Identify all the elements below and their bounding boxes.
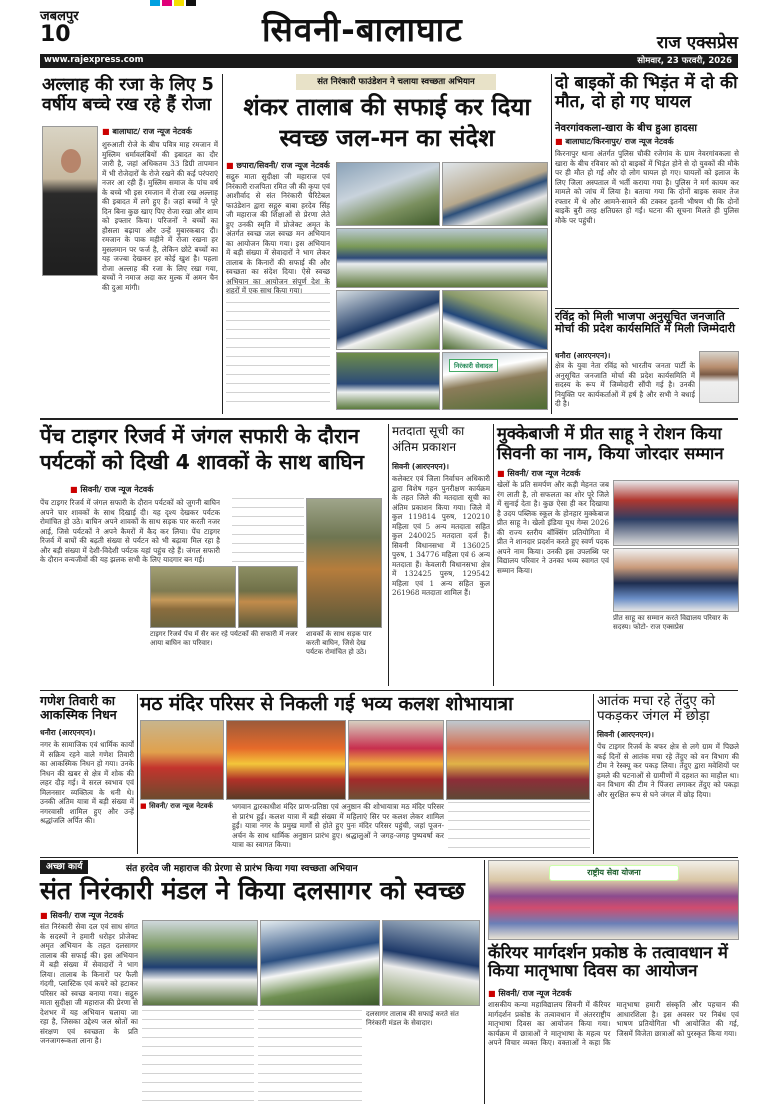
article-kalash-body-col2 (448, 802, 590, 852)
section-rule (555, 308, 739, 309)
nirankari-caption: दलसागर तालाब की सफाई करते संत निरंकारी मंडल के सेवादार। (366, 1010, 459, 1027)
article-roza-byline: ■ बालाघाट/ राज न्यूज नेटवर्क (102, 127, 192, 136)
shankar-photo-6 (336, 352, 440, 410)
shankar-photo-banner: निरंकारी सेवादल (449, 359, 498, 372)
article-pench-headline: पेंच टाइगर रिजर्व में जंगल सफारी के दौरान पर्यटकों को दिखी 4 शावकों के साथ बाघिन (40, 424, 364, 474)
article-career-headline: कॅरियर मार्गदर्शन प्रकोष्ठ के तत्वावधान में किया मातृभाषा दिवस का आयोजन (488, 943, 728, 981)
section-title: सिवनी-बालाघाट (262, 10, 463, 49)
kalash-photo-3 (348, 720, 444, 800)
article-shankar-body: सद्गुरु माता सुदीक्षा जी महाराज एवं निरंकारी राजपिता रमित जी की कृपा एवं आशीर्वाद से संत निरंकारी चैरिटेबल फाउंडेशन द्वारा सद्गुरु बाबा हरदेव सिंह जी महाराज की शिक्षाओं से प्रेरणा लेते हुए उनकी स्मृति में प्रोजेक्ट अमृत के अंतर्गत स्वच्छ जल स्वच्छ मन अभियान का आयोजन किया गया। इस अभियान में बड़ी संख्या में सेवादारों ने भाग लेकर तालाब के किनारों की सफाई की और स्वच्छता का संदेश दिया। ऐसे स्वच्छ अभियान का आयोजन संपूर्ण देश के शहरों में एक साथ किया गया। (226, 172, 330, 295)
article-kalash-headline: मठ मंदिर परिसर से निकली गई भव्य कलश शोभायात्रा (140, 693, 514, 715)
newspaper-name: राज एक्सप्रेस (656, 33, 738, 53)
shankar-photo-5 (442, 290, 548, 350)
article-nirankari-body: संत निरंकारी सेवा दल एवं साध संगत के सदस्यों ने हमारी धरोहर प्रोजेक्ट अमृत अभियान के तहत दलसागर तालाब की सफाई की। इस अभियान में बड़ी संख्या में सेवादारों ने भाग लिया। तालाब के किनारों पर फैली गंदगी, प्लास्टिक एवं कचरे को हटाकर परिसर को स्वच्छ बनाया गया। सद्गुरु माता सुदीक्षा जी महाराज की प्रेरणा से देशभर में यह अभियान चलाया जा रहा है, जिसका उद्देश्य जल स्रोतों का संरक्षण एवं स्वच्छता के प्रति जनजागरूकता लाना है। (40, 922, 138, 1045)
article-ganesh-byline: धनौरा (आरएनएन)। (40, 728, 96, 737)
article-voter-headline: मतदाता सूची का अंतिम प्रकाशन (392, 424, 465, 454)
pench-caption-left: टाइगर रिजर्व पेंच में सैर कर रहे पर्यटकों की सफारी में नजर आया बाघिन का परिवार। (150, 630, 298, 647)
article-career-body: शासकीय कन्या महाविद्यालय सिवनी में कॅरियर मार्गदर्शन प्रकोष्ठ के तत्वावधान में अंतरराष्ट्रीय मातृभाषा दिवस का आयोजन किया गया। कार्यक्रम में छात्राओं ने मातृभाषा के महत्व पर अपने विचार व्यक्त किए। वक्ताओं ने कहा कि मातृभाषा हमारी संस्कृति और पहचान की आधारशिला है। इस अवसर पर निबंध एवं भाषण प्रतियोगिता भी आयोजित की गई, जिसमें विजेता छात्राओं को पुरस्कृत किया गया। (488, 1000, 739, 1047)
page-number: 10 (40, 22, 71, 47)
masthead (0, 0, 778, 72)
article-nirankari-body-col3 (258, 1010, 362, 1102)
article-ravindra-byline: धनौरा (आरएनएन)। (555, 351, 611, 360)
column-rule (484, 860, 485, 1104)
bullet-icon: ■ (226, 161, 237, 170)
article-tendua-body: पेंच टाइगर रिजर्व के बफर क्षेत्र से लगे ग्राम में पिछले कई दिनों से आतंक मचा रहे तेंदुए को वन विभाग की टीम ने रेस्क्यू कर पकड़ लिया। तेंदुए द्वारा मवेशियों पर हमले की घटनाओं से ग्रामीणों में दहशत का माहौल था। वन विभाग की टीम ने पिंजरा लगाकर तेंदुए को पकड़ा और सुरक्षित रूप से घने जंगल में छोड़ दिया। (597, 742, 739, 799)
article-roza-photo (42, 126, 98, 276)
masthead-city: जबलपुर (40, 9, 79, 24)
article-ganesh (40, 694, 134, 854)
column-rule (388, 424, 389, 686)
column-rule (137, 694, 138, 854)
child-face-shape (61, 149, 81, 173)
bullet-icon: ■ (555, 137, 566, 146)
article-accident-byline: ■ बालाघाट/किरनापुर/ राज न्यूज नेटवर्क (555, 137, 674, 146)
pench-tiger-photo-1 (150, 566, 236, 628)
shankar-photo-1 (336, 162, 440, 226)
article-ravindra-headline: रविंद्र को मिली भाजपा अनुसूचित जनजाति मोर्चा की प्रदेश कार्यसमिति में मिली जिम्मेदारी (555, 310, 736, 336)
article-shankar-headline: शंकर तालाब की सफाई कर दिया स्वच्छ जल-मन का संदेश (243, 93, 531, 153)
nirankari-photo-2 (260, 920, 380, 1006)
article-nirankari (40, 860, 480, 1104)
article-accident-body: किरनापुर थाना अंतर्गत पुलिस चौकी रजेगांव के ग्राम नेवरगांवकला से खारा के बीच रविवार को दो बाइकों में भिड़ंत होने से दो युवकों की मौके पर ही मौत हो गई और दो लोग घायल हो गए। घायलों को इलाज के लिए जिला अस्पताल में भर्ती कराया गया है। पुलिस ने मर्ग कायम कर मामले को जांच में लिया है। बताया गया कि दोनों बाइक सवार तेज रफ्तार में थे और आमने-सामने की टक्कर इतनी भीषण थी कि दोनों बाइकें बुरी तरह क्षतिग्रस्त हो गईं। घटना की सूचना मिलते ही पुलिस मौके पर पहुंची। (555, 149, 739, 225)
bullet-icon: ■ (40, 911, 51, 920)
career-photo-banner: राष्ट्रीय सेवा योजना (549, 865, 679, 881)
boxing-photo-1 (613, 480, 739, 546)
article-tendua (597, 694, 739, 854)
career-photo (488, 860, 739, 940)
article-ganesh-headline: गणेश तिवारी का आकस्मिक निधन (40, 693, 117, 722)
article-kalash-byline: ■ सिवनी/ राज न्यूज नेटवर्क (140, 802, 213, 810)
article-roza (40, 74, 220, 414)
article-pench-body-col2 (232, 498, 304, 564)
bullet-icon: ■ (102, 127, 113, 136)
article-career-byline: ■ सिवनी/ राज न्यूज नेटवर्क (488, 989, 572, 998)
pench-tiger-photo-2 (238, 566, 298, 628)
column-rule (493, 424, 494, 686)
article-tendua-headline: आतंक मचा रहे तेंदुए को पकड़कर जंगल में छोड़ा (597, 693, 716, 725)
column-rule (551, 74, 552, 414)
article-accident-subhead: नेवरगांवकला-खारा के बीच हुआ हादसा (555, 123, 697, 134)
horizontal-rule (40, 690, 738, 691)
pench-tiger-photo-3 (306, 498, 382, 628)
boxing-caption: प्रीत साहू का सम्मान करते विद्यालय परिवार के सदस्य। फोटो- राज एक्सप्रेस (613, 614, 729, 631)
nirankari-photo-1 (142, 920, 258, 1006)
article-kalash-body: भगवान द्वारकाधीश मंदिर प्राण-प्रतिष्ठा एवं अनुष्ठान की शोभायात्रा मठ मंदिर परिसर से प्रारंभ हुई। कलश यात्रा में बड़ी संख्या में महिलाएं सिर पर कलश लेकर शामिल हुईं। यात्रा नगर के प्रमुख मार्गों से होते हुए पुनः मंदिर परिसर पहुंची, जहां पूजन-अर्चन के साथ धार्मिक अनुष्ठान प्रारंभ हुए। श्रद्धालुओं ने जगह-जगह पुष्पवर्षा कर यात्रा का स्वागत किया। (232, 802, 444, 849)
issue-date: सोमवार, 23 फरवरी, 2026 (637, 56, 732, 66)
article-ravindra-photo (699, 351, 739, 403)
article-shankar (226, 74, 548, 414)
article-shankar-kicker: संत निरंकारी फाउंडेशन ने चलाया स्वच्छता अभियान (296, 74, 496, 90)
website-bar (40, 54, 738, 68)
article-boxing (497, 424, 739, 686)
shankar-photo-2 (442, 162, 548, 226)
kalash-photo-2 (226, 720, 346, 800)
article-boxing-headline: मुक्केबाजी में प्रीत साहू ने रोशन किया सिवनी का नाम, किया जोरदार सम्मान (497, 424, 724, 463)
boxing-photo-2 (613, 548, 739, 612)
article-roza-headline: अल्लाह की रजा के लिए 5 वर्षीय बच्चे रख रहे हैं रोजा (42, 75, 214, 115)
bullet-icon: ■ (70, 485, 81, 494)
shankar-photo-7 (442, 352, 548, 410)
article-ravindra-body: क्षेत्र के युवा नेता रविंद्र को भारतीय जनता पार्टी के अनुसूचित जनजाति मोर्चा की प्रदेश कार्यसमिति में सदस्य के रूप में जिम्मेदारी सौंपी गई है। उनकी नियुक्ति पर कार्यकर्ताओं में हर्ष है और सभी ने बधाई दी है। (555, 361, 695, 408)
shankar-photo-3 (336, 228, 548, 288)
article-voter-byline: सिवनी (आरएनएन)। (392, 462, 449, 471)
nirankari-photo-3 (382, 920, 480, 1006)
bullet-icon: ■ (497, 469, 508, 478)
article-tendua-byline: सिवनी (आरएनएन)। (597, 730, 654, 739)
article-nirankari-tag: अच्छा कार्य (40, 860, 88, 874)
article-boxing-byline: ■ सिवनी/ राज न्यूज नेटवर्क (497, 469, 581, 478)
article-boxing-body: खेलों के प्रति समर्पण और कड़ी मेहनत जब रंग लाती है, तो सफलता का शोर पूरे जिले में सुनाई देता है। कुछ ऐसा ही कर दिखाया है उदय पब्लिक स्कूल के होनहार मुक्केबाज प्रीत साहू ने। खेलो इंडिया यूथ गेम्स 2026 की राज्य स्तरीय बॉक्सिंग प्रतियोगिता में प्रीत ने शानदार प्रदर्शन करते हुए स्वर्ण पदक अपने नाम किया। उनकी इस उपलब्धि पर विद्यालय परिवार ने उनका भव्य स्वागत एवं सम्मान किया। (497, 480, 609, 575)
column-rule (222, 74, 223, 414)
article-voter (392, 424, 490, 686)
article-ravindra (555, 311, 739, 415)
article-ganesh-body: नगर के सामाजिक एवं धार्मिक कार्यों में सक्रिय रहने वाले गणेश तिवारी का आकस्मिक निधन हो गया। उनके निधन की खबर से क्षेत्र में शोक की लहर दौड़ गई। वे सरल स्वभाव एवं मिलनसार व्यक्तित्व के धनी थे। उनकी अंतिम यात्रा में बड़ी संख्या में नगरवासी शामिल हुए और उन्हें श्रद्धांजलि अर्पित की। (40, 740, 134, 825)
column-rule (593, 694, 594, 854)
horizontal-rule (40, 857, 738, 858)
article-shankar-byline: ■ छपारा/सिवनी/ राज न्यूज नेटवर्क (226, 161, 330, 170)
bullet-icon: ■ (488, 989, 499, 998)
article-nirankari-byline: ■ सिवनी/ राज न्यूज नेटवर्क (40, 911, 124, 920)
article-pench-byline: ■ सिवनी/ राज न्यूज नेटवर्क (70, 485, 154, 494)
kalash-photo-4 (446, 720, 590, 800)
article-accident-headline: दो बाइकों की भिड़ंत में दो की मौत, दो हो गए घायल (555, 73, 738, 113)
article-voter-body: कलेक्टर एवं जिला निर्वाचन अधिकारी द्वारा विशेष गहन पुनरीक्षण कार्यक्रम के तहत जिले की मतदाता सूची का अंतिम प्रकाशन किया गया। जिले में कुल 119814 पुरुष, 120210 महिला एवं 5 अन्य मतदाता सहित कुल 240025 मतदाता दर्ज हैं। सिवनी विधानसभा में 136025 पुरुष, 1 34776 महिला एवं 6 अन्य मतदाता हैं। केवलारी विधानसभा क्षेत्र में 132425 पुरुष, 129542 महिला एवं 1 अन्य सहित कुल 261968 मतदाता शामिल हैं। (392, 474, 490, 597)
article-career (488, 860, 739, 1104)
pench-caption-right: शावकों के साथ सड़क पार करती बाघिन, जिसे देख पर्यटक रोमांचित हो उठे। (306, 630, 372, 656)
article-shankar-body-col2 (226, 284, 330, 410)
article-pench-body: पेंच टाइगर रिजर्व में जंगल सफारी के दौरान पर्यटकों को जुगनी बाघिन अपने चार शावकों के साथ दिखाई दी। यह दृश्य देखकर पर्यटक रोमांचित हो उठे। बाघिन अपने शावकों के साथ सड़क पार करती नजर आई, जिसे पर्यटकों ने अपने कैमरों में कैद कर लिया। पेंच टाइगर रिजर्व में बाघों की बढ़ती संख्या से पर्यटन को भी बढ़ावा मिल रहा है और बड़ी संख्या में देशी-विदेशी पर्यटक यहां पहुंच रहे हैं। जंगल सफारी के दौरान वन्यजीवों की यह झलक सभी के लिए यादगार बन गई। (40, 498, 220, 564)
bullet-icon: ■ (140, 802, 150, 810)
article-accident (555, 74, 739, 304)
article-kalash (140, 694, 590, 854)
article-nirankari-headline: संत निरंकारी मंडल ने किया दलसागर को स्वच्छ (40, 876, 465, 905)
horizontal-rule (40, 418, 738, 420)
article-nirankari-body-col2 (142, 1010, 254, 1102)
shankar-photo-4 (336, 290, 440, 350)
article-nirankari-kicker: संत हरदेव जी महाराज की प्रेरणा से प्रारंभ किया गया स्वच्छता अभियान (126, 864, 358, 874)
kalash-photo-1 (140, 720, 224, 800)
website-url: www.rajexpress.com (44, 55, 144, 65)
article-roza-body: शुरुआती रोजे के बीच पवित्र माह रमजान में मुस्लिम धर्मावलंबियों की इबादत का दौर जारी है, जहां अधिकतम 33 डिग्री तापमान में भी रोजेदारों के रोजे रखने की कई परंपराएं नजर आ रही हैं। मुस्लिम समाज के पांच वर्ष के बच्चे भी इस रमजान में रोजा रख अल्लाह की इबादत में लगे हुए हैं। जहां बच्चों ने पूरे दिन बिना कुछ खाए पिए रोजा रखा और शाम को इफ्तार किया। परिजनों ने बच्चों का हौसला बढ़ाया और उन्हें मुबारकबाद दी। रमजान के पाक महीने में रोजा रखना हर मुसलमान पर फर्ज है, लेकिन छोटे बच्चों का यह जज्बा देखकर हर कोई खुश है। पहला रोजा अल्लाह की रजा के लिए रखा गया, बच्चों ने नमाज अदा कर मुल्क में अमन चैन की दुआ मांगी। (102, 140, 218, 292)
